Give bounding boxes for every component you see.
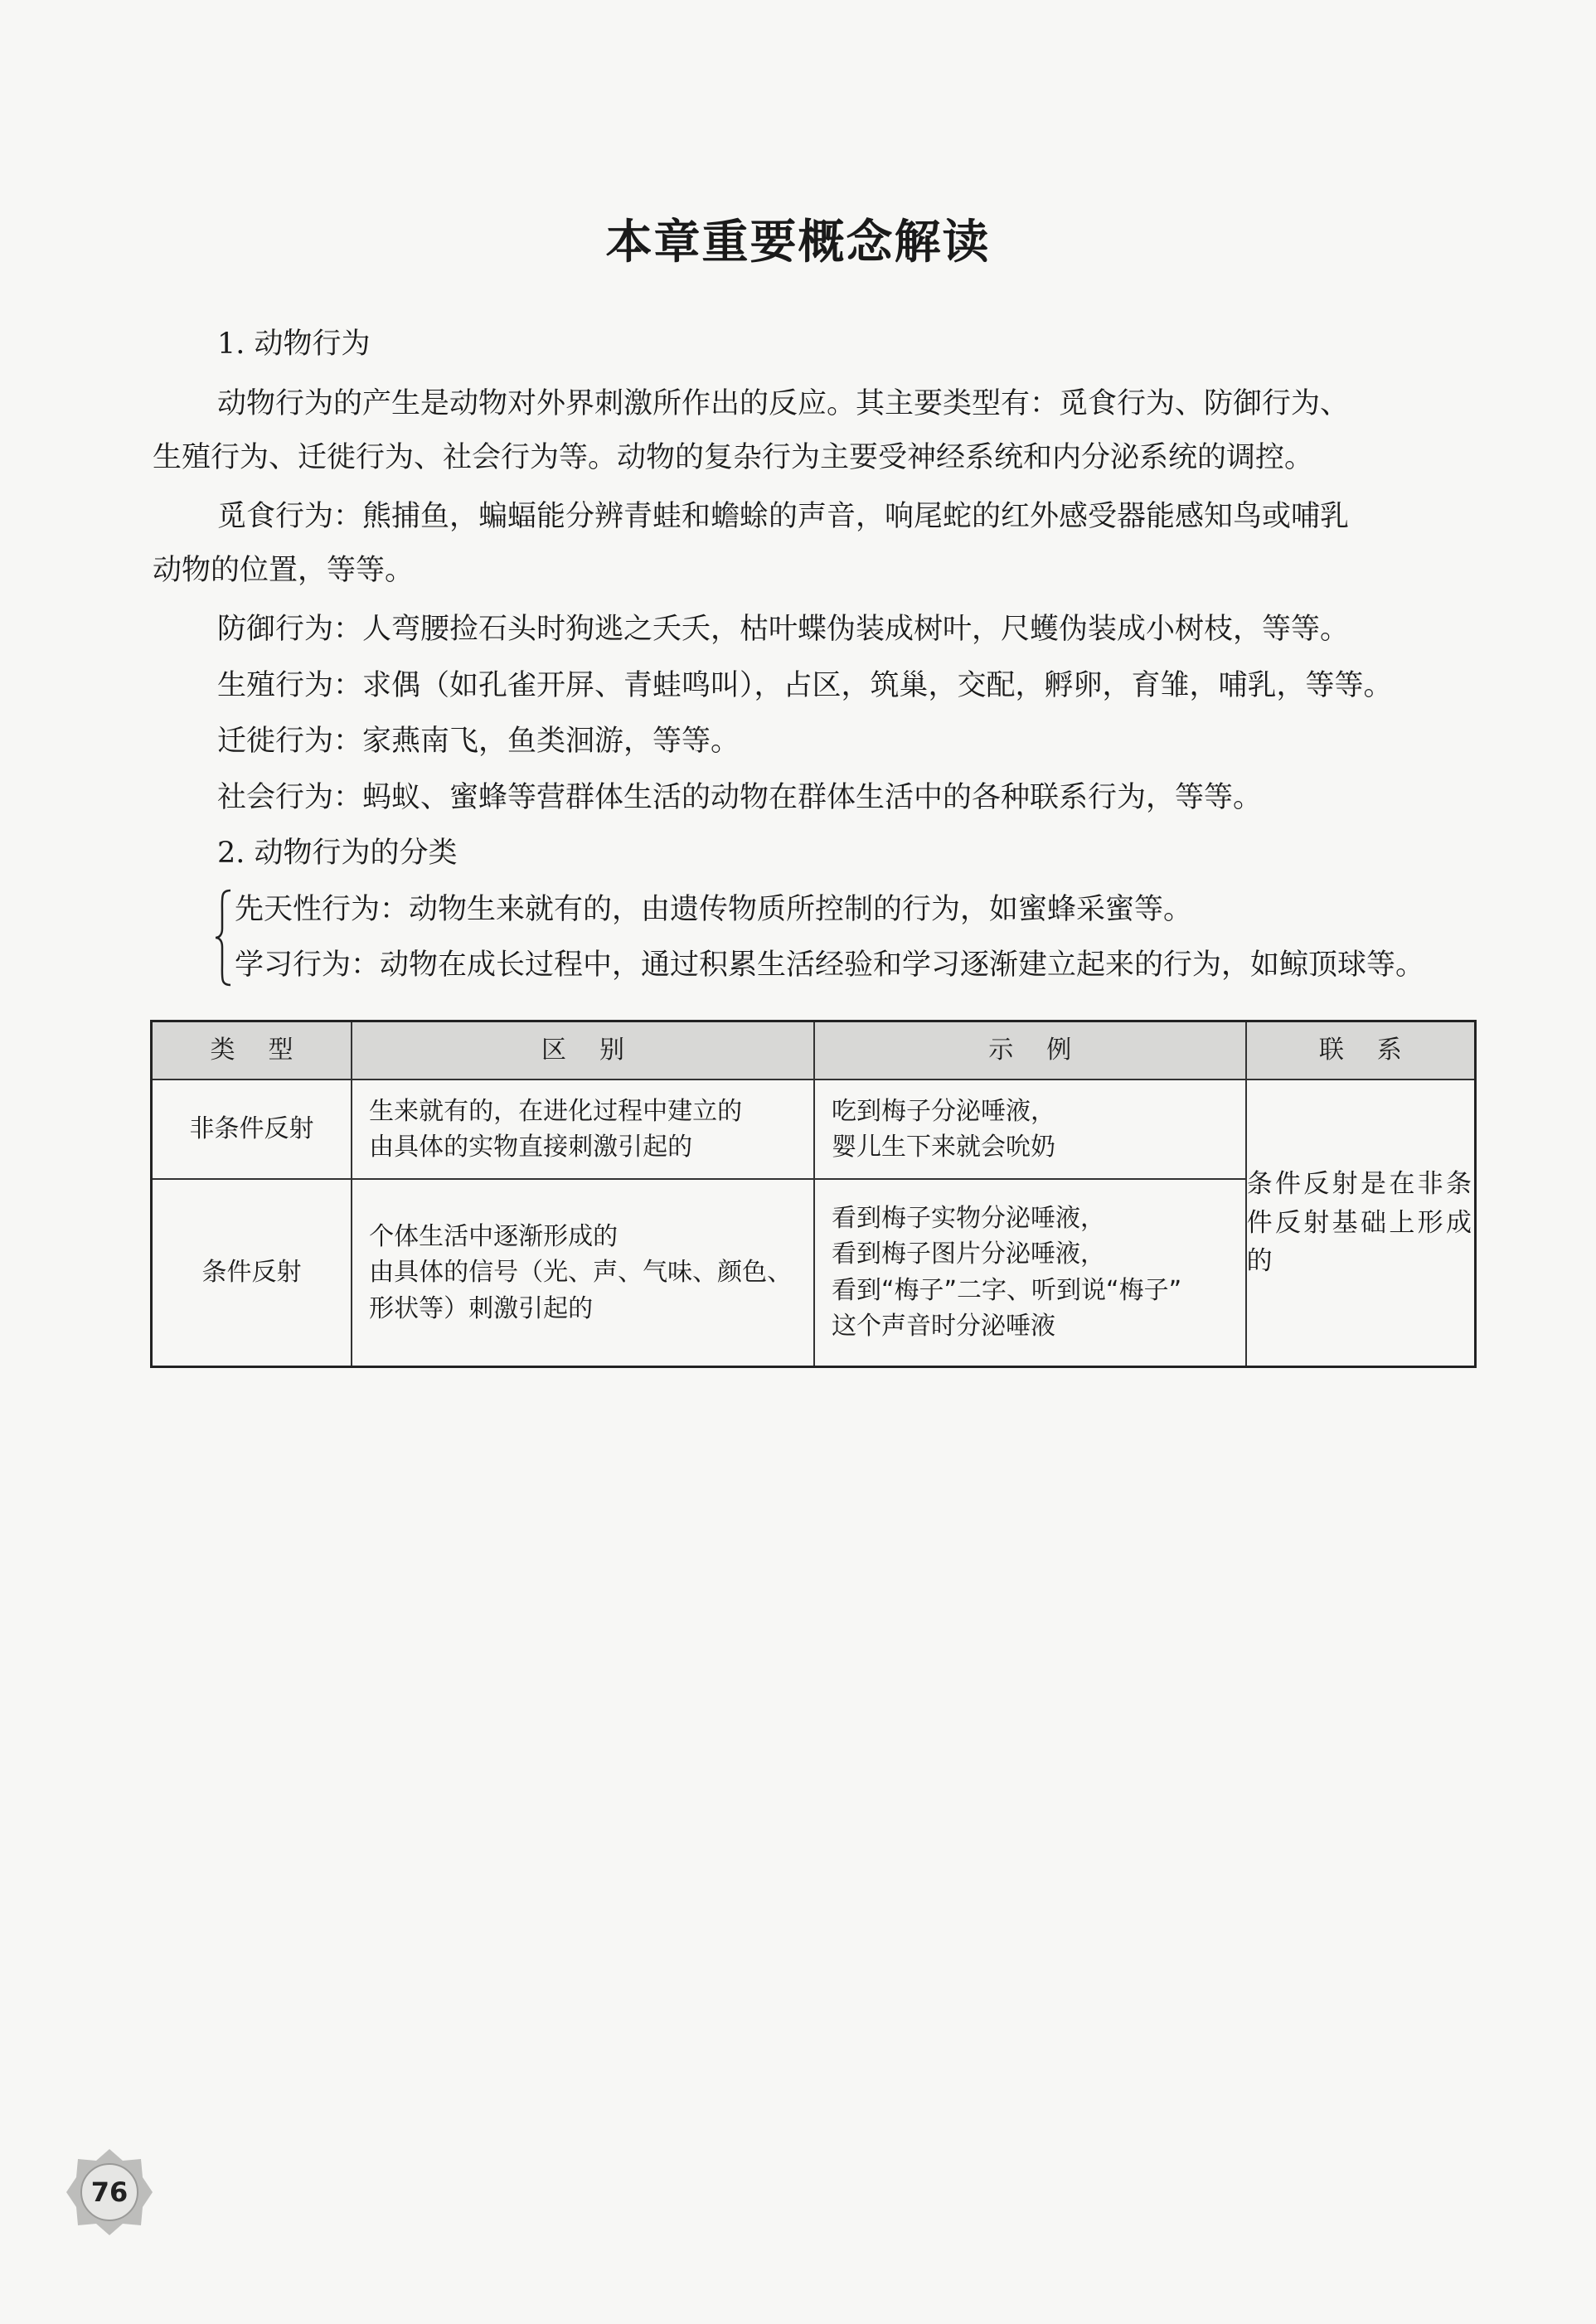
example-line: 这个声音时分泌唾液 [831,1312,1055,1342]
curly-brace-icon [214,889,232,987]
reflex-comparison-table [150,1020,1477,1368]
example-line: 看到“梅子”二字、听到说“梅子” [831,1275,1182,1305]
page-title: 本章重要概念解读 [605,216,991,269]
type-conditioned: 条件反射 [152,1179,352,1366]
difference-line: 由具体的信号（光、声、气味、颜色、 [369,1258,793,1287]
foraging-line-2: 动物的位置，等等。 [153,554,415,587]
learned-behavior: 学习行为：动物在成长过程中，通过积累生活经验和学习逐渐建立起来的行为，如鲸顶球等。 [235,949,1425,982]
example-cell [814,1080,1246,1179]
table-row [152,1080,1476,1179]
difference-line: 生来就有的，在进化过程中建立的 [369,1096,743,1126]
intro-line-2: 生殖行为、迁徙行为、社会行为等。动物的复杂行为主要受神经系统和内分泌系统的调控。 [153,441,1314,474]
example-line: 吃到梅子分泌唾液， [831,1096,1055,1126]
example-line: 婴儿生下来就会吮奶 [831,1133,1055,1162]
section1-heading: 1. 动物行为 [217,327,371,361]
link-cell: 条件反射是在非条件反射基础上形成的 [1246,1080,1476,1366]
type-unconditioned: 非条件反射 [152,1080,352,1179]
difference-line: 形状等）刺激引起的 [369,1293,594,1323]
intro-line-1: 动物行为的产生是动物对外界刺激所作出的反应。其主要类型有：觅食行为、防御行为、 [217,387,1350,420]
example-cell [814,1179,1246,1366]
example-line: 看到梅子图片分泌唾液， [831,1240,1105,1269]
header-difference: 区别 [352,1021,814,1080]
innate-behavior: 先天性行为：动物生来就有的，由遗传物质所控制的行为，如蜜蜂采蜜等。 [235,893,1193,926]
defense-paragraph: 防御行为：人弯腰捡石头时狗逃之夭夭，枯叶蝶伪装成树叶，尺蠖伪装成小树枝，等等。 [217,613,1350,646]
migration-paragraph: 迁徙行为：家燕南飞，鱼类洄游，等等。 [217,725,740,758]
section2-heading: 2. 动物行为的分类 [217,837,458,870]
difference-line: 由具体的实物直接刺激引起的 [369,1133,693,1162]
header-example: 示例 [814,1021,1246,1080]
social-paragraph: 社会行为：蚂蚁、蜜蜂等营群体生活的动物在群体生活中的各种联系行为，等等。 [217,781,1263,814]
page-number: 76 [90,2176,129,2208]
page-number-badge [65,2147,154,2237]
reproduction-paragraph: 生殖行为：求偶（如孔雀开屏、青蛙鸣叫），占区，筑巢，交配，孵卵，育雏，哺乳，等等。 [217,669,1393,702]
difference-line: 个体生活中逐渐形成的 [369,1221,619,1251]
difference-cell [352,1080,814,1179]
foraging-line-1: 觅食行为：熊捕鱼，蝙蝠能分辨青蛙和蟾蜍的声音，响尾蛇的红外感受器能感知鸟或哺乳 [217,500,1350,533]
table-header-row [152,1021,1476,1080]
header-link: 联系 [1246,1021,1476,1080]
header-type: 类型 [152,1021,352,1080]
difference-cell [352,1179,814,1366]
example-line: 看到梅子实物分泌唾液， [831,1203,1105,1233]
